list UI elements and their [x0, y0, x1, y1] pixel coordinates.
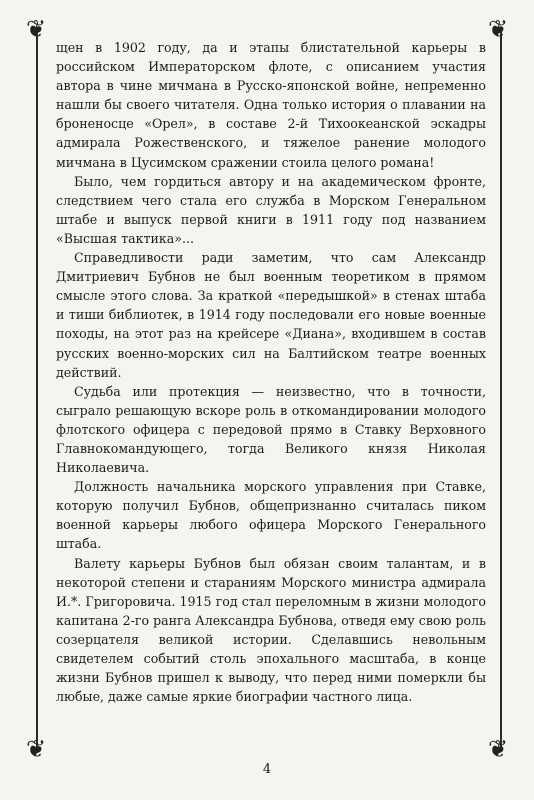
corner-ornament-icon: ❦ [487, 15, 509, 43]
body-text [56, 38, 486, 706]
paragraph-2: Было, чем гордиться автору и на академическом фронте, следствием чего стала его служба в Морском Генеральном штабе и выпуск первой книги в 1911 году под названием «Высшая тактика»... [56, 173, 486, 246]
page-number: 4 [262, 762, 272, 777]
paragraph-1: щен в 1902 году, да и этапы блистательной карьеры в российском Императорском флоте, с описанием участия автора в чине мичмана в Русско-японской войне, непременно нашли бы своего читателя. Одна только история о плавании на броненосце «Орел», в составе 2-й Тихоокеанской эскадры адмирала Рожественского, и тяжелое ранение молодого мичмана в Цусимском сражении стоила целого романа! [56, 40, 486, 170]
corner-ornament-icon: ❦ [487, 735, 509, 763]
corner-ornament-icon: ❦ [25, 15, 47, 43]
paragraph-5: Должность начальника морского управления при Ставке, которую получил Бубнов, общепризнанно считалась пиком военной карьеры любого офицера Морского Генерального штаба. [56, 479, 486, 552]
corner-ornament-icon: ❦ [25, 735, 47, 763]
paragraph-4: Судьба или протекция — неизвестно, что в точности, сыграло решающую вскоре роль в откомандировании молодого флотского офицера с передовой прямо в Ставку Верховного Главнокомандующего, тогда Великого князя Николая Николаевича. [56, 383, 486, 476]
paragraph-6: Валету карьеры Бубнов был обязан своим талантам, и в некоторой степени и стараниям Морского министра адмирала И.*. Григоровича. 1915 год стал переломным в жизни молодого капитана 2-го ранга Александра Бубнова, отведя ему свою роль созерцателя великой истории. Сделавшись невольным свидетелем событий столь эпохального масштаба, в конце жизни Бубнов пришел к выводу, что перед ними померкли бы любые, даже самые яркие биографии частного лица. [56, 555, 486, 705]
paragraph-3: Справедливости ради заметим, что сам Александр Дмитриевич Бубнов не был военным теоретиком в прямом смысле этого слова. За краткой «передышкой» в стенах штаба и тиши библиотек, в 1914 году последовали его новые военные походы, на этот раз на крейсере «Диана», входившем в состав русских военно-морских сил на Балтийском театре военных действий. [56, 250, 486, 380]
